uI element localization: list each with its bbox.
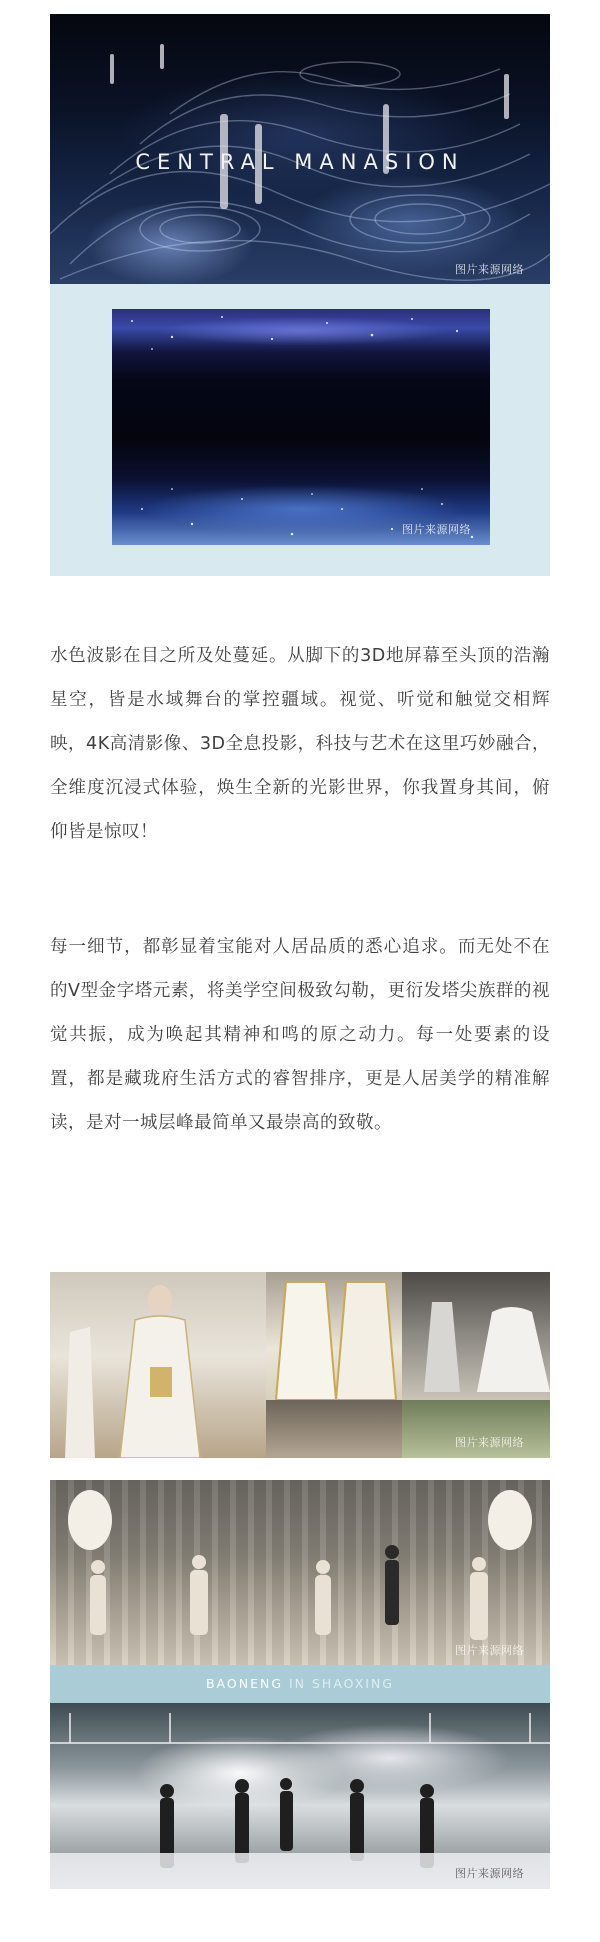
paragraph-immersive: 水色波影在目之所及处蔓延。从脚下的3D地屏幕至头顶的浩瀚星空，皆是水域舞台的掌控疆域。视觉、听觉和触觉交相辉映，4K高清影像、3D全息投影，科技与艺术在这里巧妙融合，全维度沉浸式体验，焕生全新的光影世界，你我置身其间，俯仰皆是惊叹！: [50, 646, 550, 842]
collage-tile: [50, 1272, 266, 1458]
runway-scene: [50, 1703, 550, 1889]
image-credit: 图片来源网络: [455, 263, 524, 276]
dress-detail: [266, 1272, 402, 1400]
runway-figures: [50, 1480, 550, 1665]
gowns: [402, 1272, 550, 1400]
image-credit: 图片来源网络: [455, 1867, 524, 1880]
collage-tile: [266, 1400, 402, 1458]
model-figure: [50, 1272, 266, 1458]
immersive-image-panel: [50, 14, 550, 576]
brand-banner: [50, 1665, 550, 1703]
galaxy-room-image: [112, 309, 490, 545]
fashion-collage-image: [50, 1272, 550, 1458]
banner-location: IN SHAOXING: [283, 1676, 394, 1691]
starfield: [112, 309, 490, 545]
hero-title: CENTRAL MANASION: [135, 150, 465, 174]
collage-tile: [402, 1272, 550, 1400]
image-credit: 图片来源网络: [455, 1644, 524, 1657]
collage-tile: [266, 1272, 402, 1400]
banner-brand: BAONENG: [205, 1676, 284, 1691]
image-credit: 图片来源网络: [455, 1436, 524, 1449]
image-credit: 图片来源网络: [402, 523, 471, 536]
swirl-pattern: [50, 14, 550, 284]
paragraph-details: 每一细节，都彰显着宝能对人居品质的悉心追求。而无处不在的V型金字塔元素，将美学空间极致勾勒，更衍发塔尖族群的视觉共振，成为唤起其精神和鸣的原之动力。每一处要素的设置，都是藏珑府生活方式的睿智排序，更是人居美学的精准解读，是对一城层峰最简单又最崇高的致敬。: [50, 937, 550, 1133]
hero-light-swirl-image: [50, 14, 550, 284]
mirror-runway-image: [50, 1480, 550, 1665]
runway-show-image: [50, 1703, 550, 1889]
